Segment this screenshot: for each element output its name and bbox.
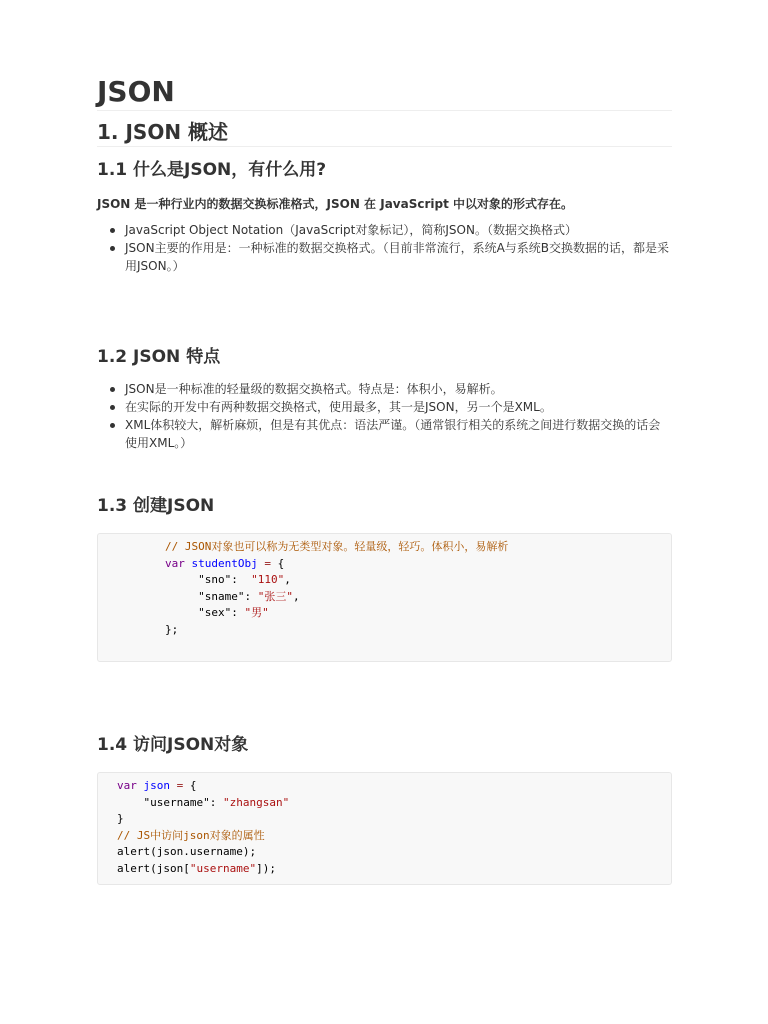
code-string: "username": [189, 861, 257, 875]
list-item: JavaScript Object Notation（JavaScript对象标记），简称JSON。（数据交换格式）: [97, 221, 672, 239]
code-operator: =: [264, 556, 271, 570]
code-block-access-json: [97, 772, 672, 885]
code-key: "sno": [198, 573, 232, 586]
bullet-list-json-features: [97, 380, 672, 452]
subsection-heading-what-is-json: 1.1 什么是JSON，有什么用?: [97, 160, 327, 180]
code-string: "张三": [257, 589, 293, 603]
section-heading-overview: 1. JSON 概述: [97, 118, 672, 147]
subsection-heading-json-features: 1.2 JSON 特点: [97, 347, 221, 367]
code-variable: json: [143, 779, 170, 792]
code-key: "sex": [198, 606, 232, 619]
code-statement: ]);: [256, 861, 276, 875]
code-line: "sex": "男": [198, 606, 269, 619]
subsection-heading-create-json: 1.3 创建JSON: [97, 496, 215, 516]
code-operator: =: [176, 779, 184, 792]
list-item: JSON主要的作用是：一种标准的数据交换格式。（目前非常流行，系统A与系统B交换数据的话，都是采用JSON。）: [97, 239, 672, 275]
code-line: [117, 828, 671, 845]
code-line: [165, 622, 671, 639]
document-title: JSON: [97, 74, 672, 111]
code-block-create-json: [97, 533, 672, 662]
code-variable: studentObj: [191, 556, 258, 570]
code-keyword: var: [165, 556, 185, 570]
code-key: "sname": [198, 589, 245, 603]
code-string: "zhangsan": [222, 795, 290, 809]
code-key: "username": [143, 795, 210, 809]
code-statement: alert(json[: [117, 861, 190, 875]
list-item: XML体积较大，解析麻烦，但是有其优点：语法严谨。（通常银行相关的系统之间进行数据交换的话会使用XML。）: [97, 416, 672, 452]
bullet-list-what-is-json: [97, 221, 672, 275]
lead-paragraph: JSON 是一种行业内的数据交换标准格式，JSON 在 JavaScript 中以对象的形式存在。: [97, 197, 574, 211]
code-line: "sno": "110",: [198, 573, 291, 586]
code-line: [117, 811, 671, 828]
code-punct: {: [277, 556, 285, 570]
code-line: [117, 861, 671, 878]
list-item: 在实际的开发中有两种数据交换格式，使用最多，其一是JSON，另一个是XML。: [97, 398, 672, 416]
code-string: "110": [251, 573, 285, 586]
code-line: [117, 844, 671, 861]
code-line: [165, 556, 671, 573]
code-line: [165, 539, 671, 556]
code-string: "男": [244, 606, 269, 619]
code-line: "username": "zhangsan": [143, 795, 290, 809]
code-comment: // JS中访问json对象的属性: [117, 828, 265, 842]
code-line: [117, 778, 671, 795]
list-item: JSON是一种标准的轻量级的数据交换格式。特点是：体积小，易解析。: [97, 380, 672, 398]
code-statement: alert(json.username);: [117, 845, 257, 858]
code-punct: {: [189, 779, 197, 792]
code-line: "sname": "张三",: [198, 589, 300, 603]
code-punct: };: [165, 622, 179, 636]
code-punct: }: [117, 812, 124, 825]
code-comment: // JSON对象也可以称为无类型对象。轻量级，轻巧。体积小，易解析: [165, 540, 509, 553]
code-keyword: var: [117, 779, 137, 792]
subsection-heading-access-json: 1.4 访问JSON对象: [97, 735, 249, 755]
